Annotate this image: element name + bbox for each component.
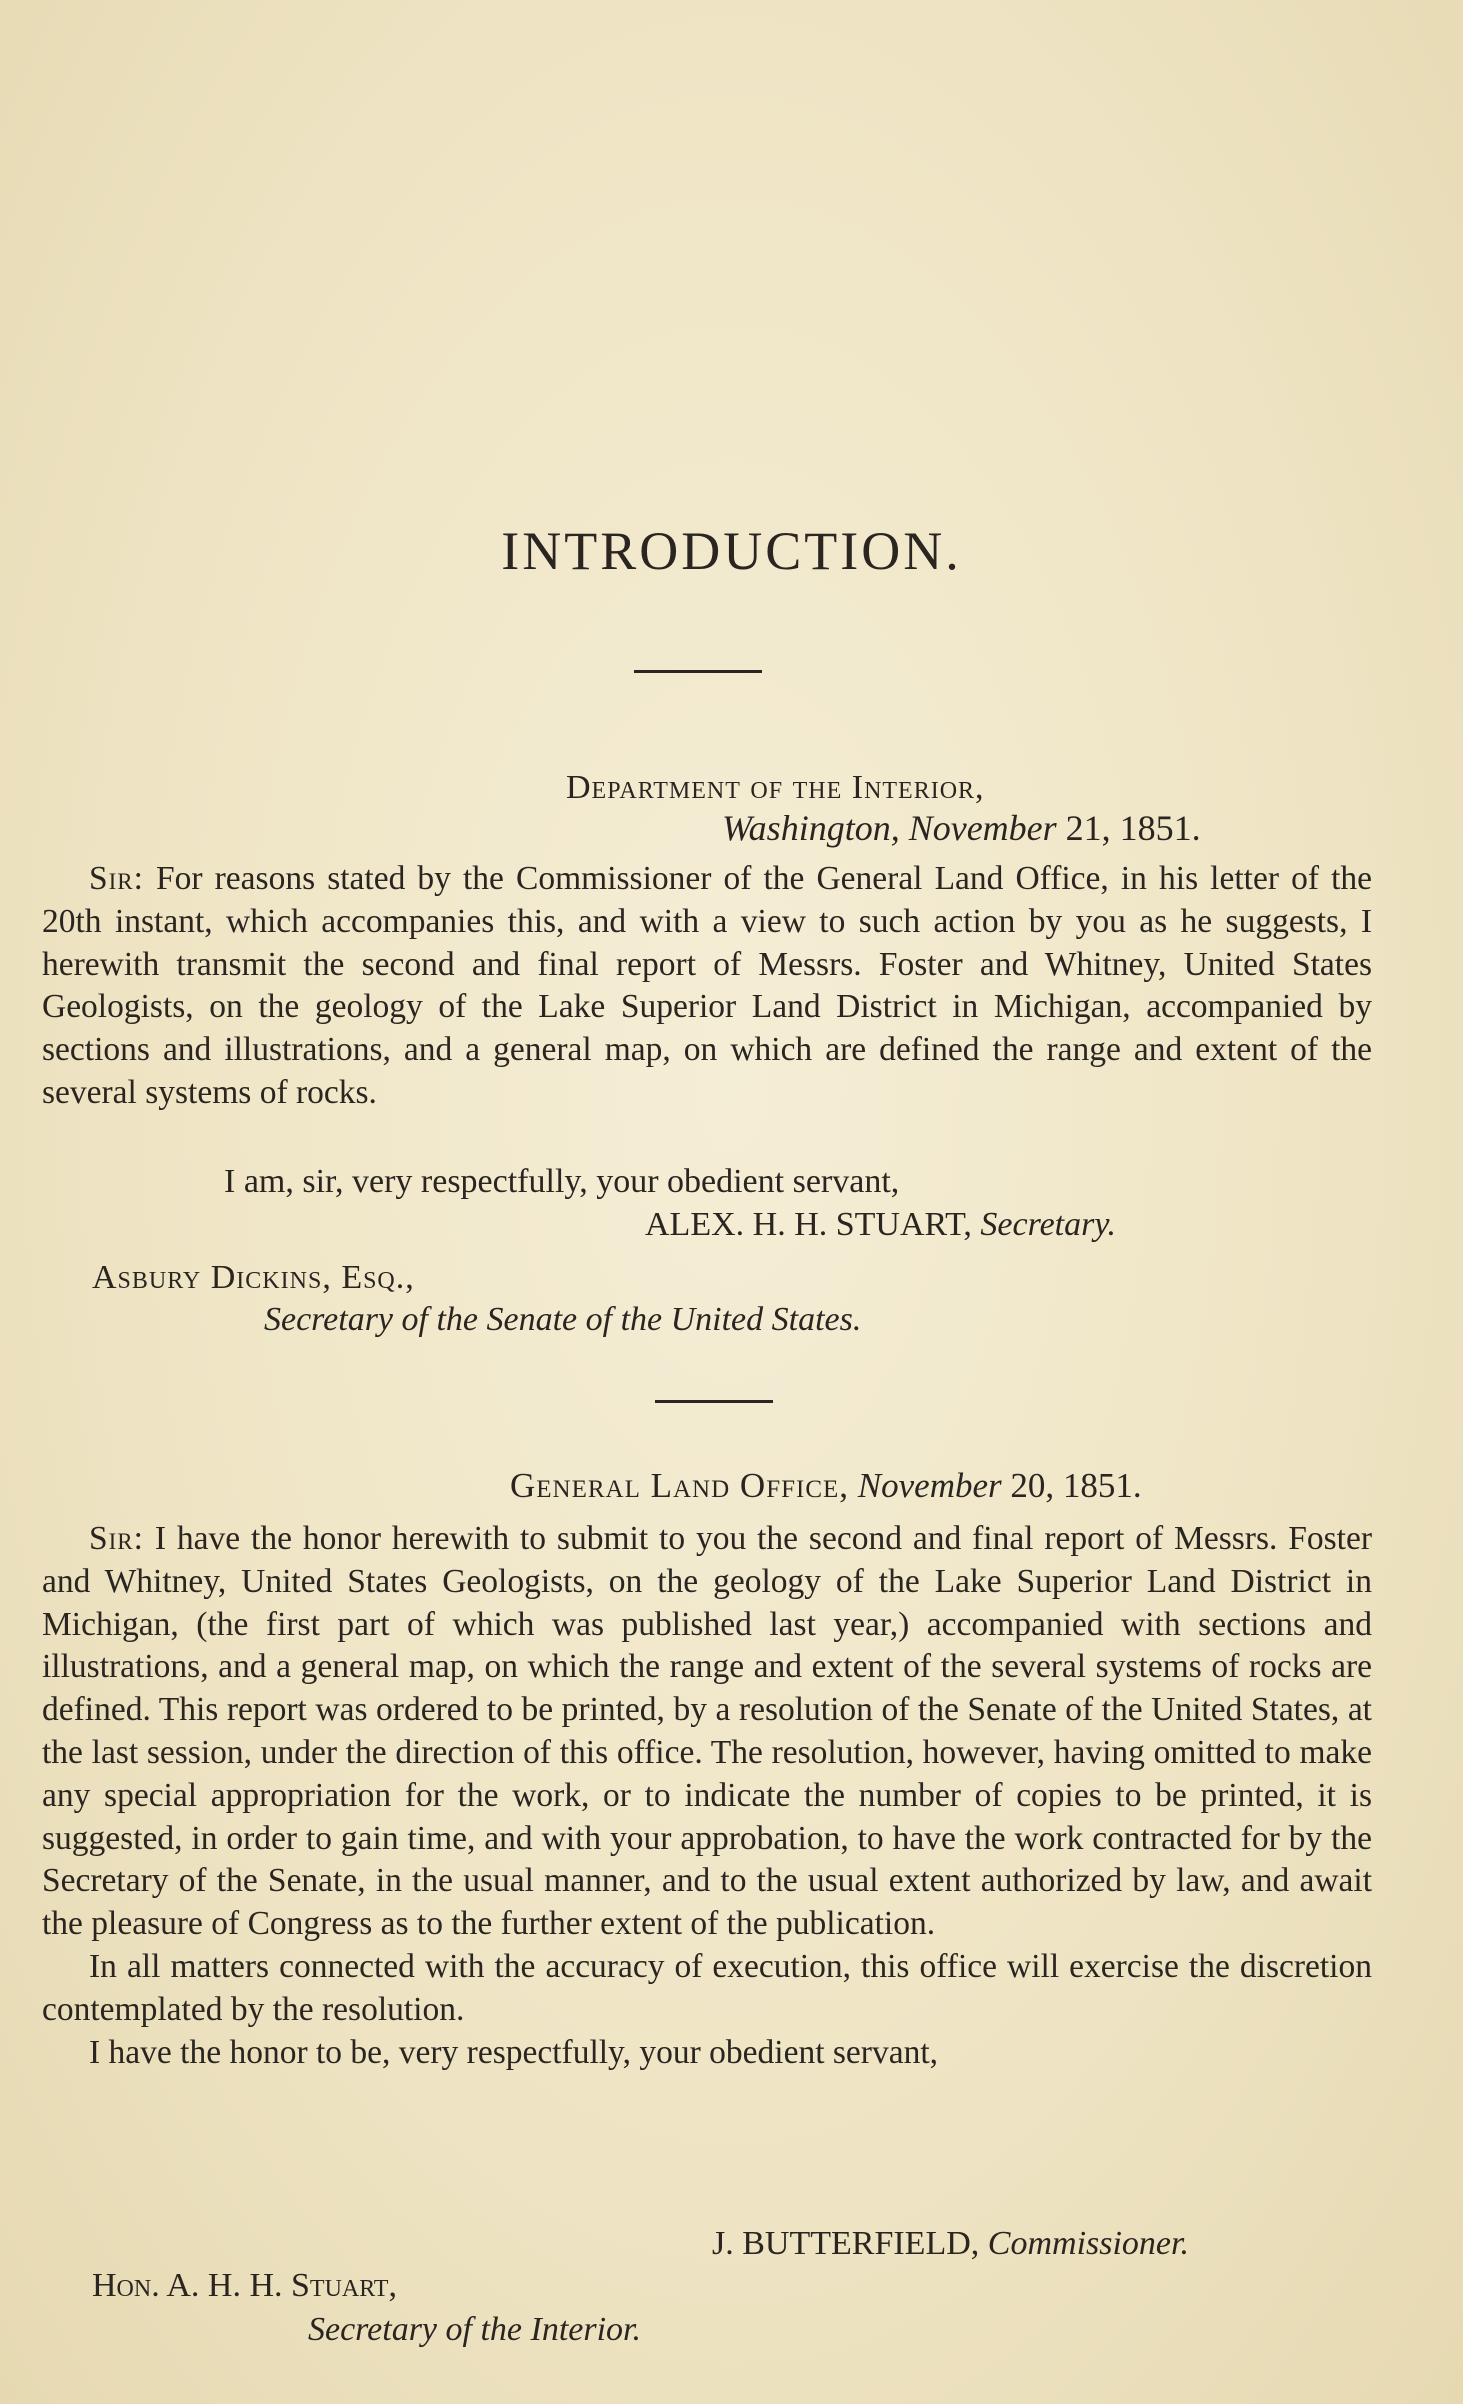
- letter1-body: [42, 858, 1372, 1115]
- letter2-paragraph-1: [42, 1518, 1372, 1946]
- section-divider: [634, 670, 762, 673]
- letter1-addressee-title: Secretary of the Senate of the United States.: [264, 1301, 862, 1338]
- letter1-salutation: Sir:: [89, 860, 144, 897]
- letter1-place-date: Washington, November: [722, 808, 1057, 848]
- letter2-office: General Land Office,: [510, 1466, 850, 1505]
- letter1-signature-line: [645, 1205, 1116, 1245]
- letter2-salutation: Sir:: [89, 1520, 144, 1557]
- letter2-addressee: Hon. A. H. H. Stuart,: [92, 2267, 397, 2304]
- letter1-signature: ALEX. H. H. STUART,: [645, 1206, 972, 1243]
- letter1-dateline: [722, 808, 1201, 848]
- letter1-paragraph: [42, 858, 1372, 1115]
- letter2-signature: J. BUTTERFIELD,: [712, 2225, 980, 2262]
- letter2-signature-title: Commissioner.: [987, 2225, 1189, 2262]
- letter2-date-month: November: [857, 1466, 1002, 1505]
- section-divider: [655, 1400, 773, 1403]
- letter1-department: Department of the Interior,: [566, 769, 985, 806]
- letter2-signature-line: [712, 2224, 1189, 2264]
- letter2-addressee-title: Secretary of the Interior.: [308, 2311, 641, 2348]
- letter1-date-tail: 21, 1851.: [1056, 808, 1201, 848]
- letter1-body-text: For reasons stated by the Commissioner of the General Land Office, in his letter of the 20th instant, which accompanies this, and with a view to such action by you as he suggests, I herewith transmit the second and final report of Messrs. Foster and Whitney, United States Geologists, on the geology of the Lake Superior Land District in Michigan, accompanied by sections and illustrations, and a general map, on which are defined the range and extent of the several systems of rocks.: [42, 860, 1372, 1111]
- letter2-body: [42, 1518, 1372, 2074]
- letter2-closing: I have the honor to be, very respectfully, your obedient servant,: [89, 2033, 938, 2071]
- letter2-addressee-line: [92, 2266, 397, 2306]
- letter2-dateline: [510, 1466, 1142, 1506]
- letter2-paragraph-2: In all matters connected with the accuracy of execution, this office will exercise the discretion contemplated by the resolution.: [42, 1947, 1372, 2028]
- letter2-date-tail: 20, 1851.: [1001, 1466, 1142, 1505]
- letter1-signature-title: Secretary.: [980, 1206, 1117, 1243]
- letter1-addressee: Asbury Dickins, Esq.,: [92, 1259, 415, 1296]
- letter2-body-text: I have the honor herewith to submit to you the second and final report of Messrs. Foster and Whitney, United States Geologists, on the geology of the Lake Superior Land District in Michigan, (the first part of which was published last year,) accompanied with sections and illustrations, and a general map, on which the range and extent of the several systems of rocks are defined. This report was ordered to be printed, by a resolution of the Senate of the United States, at the last session, under the direction of this office. The resolution, however, having omitted to make any special appropriation for the work, or to indicate the number of copies to be printed, it is suggested, in order to gain time, and with your approbation, to have the work contracted for by the Secretary of the Senate, in the usual manner, and to the usual extent authorized by law, and await the pleasure of Congress as to the further extent of the publication.: [42, 1520, 1372, 1943]
- page-title: INTRODUCTION.: [501, 521, 962, 581]
- letter1-closing: I am, sir, very respectfully, your obedient servant,: [224, 1163, 900, 1200]
